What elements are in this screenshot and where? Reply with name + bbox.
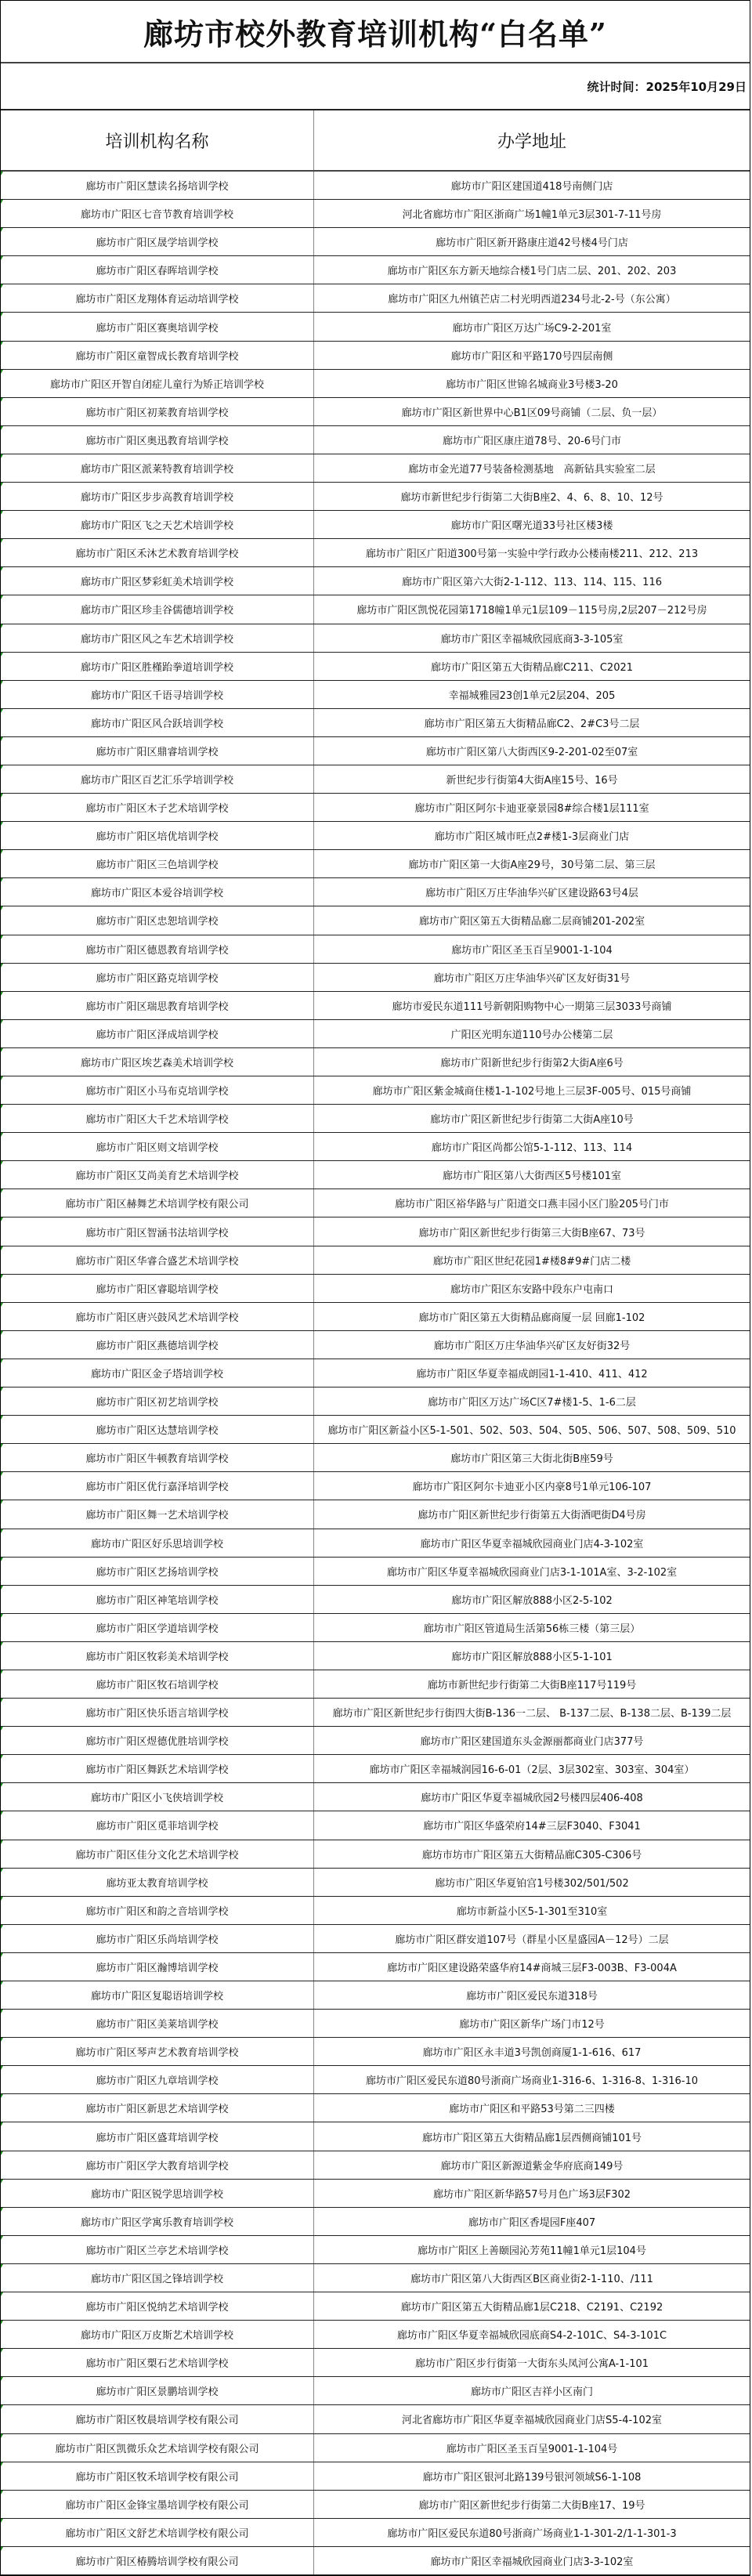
table-row — [1, 822, 750, 850]
table-row — [1, 653, 750, 681]
institution-name-cell[interactable]: 廊坊市广阳区本爱谷培训学校 — [1, 878, 314, 906]
institution-name-cell[interactable]: 廊坊市广阳区路克培训学校 — [1, 964, 314, 991]
address-cell[interactable]: 廊坊市广阳区凯悦花园第1718幢1单元1层109－115号房,2层207－212号房 — [356, 605, 707, 617]
address-cell[interactable]: 河北省廊坊市广阳区浙商广场1幢1单元3层301-7-11号房 — [402, 209, 662, 222]
address-cell[interactable]: 廊坊市广阳区第六大街2-1-112、113、114、115、116 — [402, 577, 662, 589]
institution-name-cell[interactable]: 廊坊市广阳区槊石艺术培训学校 — [1, 2349, 314, 2376]
institution-name-cell[interactable]: 廊坊市广阳区童智成长教育培训学校 — [1, 342, 314, 369]
table-row — [1, 1133, 750, 1161]
address-cell[interactable]: 河北省廊坊市广阳区华夏幸福城欣园商业门店S5-4-102室 — [402, 2415, 662, 2427]
table-row — [1, 1811, 750, 1840]
institution-name-cell[interactable]: 廊坊市广阳区木子艺术培训学校 — [1, 794, 314, 821]
address-cell[interactable]: 廊坊市广阳区曙光道33号社区楼3楼 — [450, 520, 613, 533]
table-row — [1, 2151, 750, 2180]
address-cell[interactable]: 廊坊市广阳区新世纪步行街第二大街A座10号 — [430, 1114, 634, 1127]
institution-name-cell[interactable]: 廊坊市广阳区景鹏培训学校 — [1, 2377, 314, 2404]
table-row — [1, 2462, 750, 2491]
institution-name-cell[interactable]: 廊坊市广阳区睿聪培训学校 — [1, 1275, 314, 1302]
address-cell[interactable]: 廊坊市广阳区第五大街精品廊C2、2#C3号二层 — [424, 718, 640, 730]
table-row — [1, 2122, 750, 2151]
table-row — [1, 737, 750, 765]
table-row — [1, 172, 750, 200]
institution-name-cell[interactable]: 廊坊市广阳区兰亭艺术培训学校 — [1, 2236, 314, 2263]
table-row — [1, 709, 750, 737]
table-row — [1, 1048, 750, 1076]
address-cell[interactable]: 廊坊市广阳区爱民东道80号浙商广场商业1-1-301-2/1-1-301-3 — [387, 2527, 677, 2540]
institution-name-cell[interactable]: 廊坊市广阳区赛奥培训学校 — [1, 313, 314, 340]
address-cell[interactable]: 廊坊市广阳区步行街第一大街东头凤河公寓A-1-101 — [414, 2358, 649, 2371]
address-cell[interactable]: 廊坊市广阳区东安路中段东户屯南口 — [450, 1283, 613, 1296]
institution-name-cell[interactable]: 廊坊市广阳区瀚博培训学校 — [1, 1953, 314, 1981]
column-header-address: 办学地址 — [497, 132, 566, 152]
address-cell[interactable]: 廊坊市广阳区香堤园F座407 — [468, 2216, 596, 2229]
institution-name-cell[interactable]: 廊坊市广阳区培优培训学校 — [1, 822, 314, 849]
table-row — [1, 1246, 750, 1275]
table-row — [1, 1953, 750, 1981]
institution-name-cell[interactable]: 廊坊市广阳区风之车艺术培训学校 — [1, 624, 314, 652]
address-cell[interactable]: 廊坊市广阳区新益小区5-1-501、502、503、504、505、506、507、508、509、510 — [327, 1425, 736, 1438]
address-cell[interactable]: 廊坊市广阳区永丰道3号凯创商厦1-1-616、617 — [422, 2047, 642, 2060]
column-header-name: 培训机构名称 — [1, 110, 314, 170]
table-row — [1, 1783, 750, 1811]
address-cell[interactable]: 廊坊市广阳区圣玉百呈9001-1-104号 — [446, 2443, 618, 2455]
institution-name-cell[interactable]: 廊坊市广阳区和韵之音培训学校 — [1, 1897, 314, 1924]
institution-name-cell[interactable]: 廊坊市广阳区埃艺森美术培训学校 — [1, 1048, 314, 1076]
address-cell[interactable]: 廊坊市广阳区九州镇芒店二村光明西道234号北-2-号（东公寓） — [388, 294, 676, 306]
institution-name-cell[interactable]: 廊坊市广阳区学寓乐教育培训学校 — [1, 2208, 314, 2235]
table-body — [1, 172, 750, 2575]
address-cell[interactable]: 廊坊市广阳区万达广场C区7#楼1-5、1-6二层 — [428, 1397, 636, 1409]
address-cell[interactable]: 廊坊市坊市广阳区第五大街精品廊C305-C306号 — [421, 1849, 642, 1861]
institution-name-cell[interactable]: 廊坊市广阳区椿腾培训学校有限公司 — [1, 2547, 314, 2574]
institution-name-cell[interactable]: 廊坊市广阳区飞之天艺术培训学校 — [1, 511, 314, 538]
address-cell[interactable]: 廊坊市广阳区世锦名城商业3号楼3-20 — [446, 378, 618, 391]
table-row — [1, 1869, 750, 1897]
institution-name-cell[interactable]: 廊坊市广阳区禾沐艺术教育培训学校 — [1, 539, 314, 566]
table-row — [1, 1387, 750, 1416]
address-cell[interactable]: 廊坊市金光道77号装备检测基地 高新钻具实验室二层 — [408, 463, 656, 476]
table-row — [1, 1105, 750, 1133]
table-row — [1, 2349, 750, 2377]
institution-name-cell[interactable]: 廊坊市广阳区舞跃艺术培训学校 — [1, 1755, 314, 1782]
address-cell[interactable]: 廊坊市广阳区第五大街精品廊二层商铺201-202室 — [418, 916, 645, 928]
table-row — [1, 1755, 750, 1783]
address-cell[interactable]: 廊坊市广阳区紫金城商住楼1-1-102号地上三层3F-005号、015号商铺 — [372, 1086, 692, 1098]
table-row — [1, 511, 750, 539]
institution-name-cell[interactable]: 廊坊市广阳区牧石培训学校 — [1, 1670, 314, 1698]
table-row — [1, 1189, 750, 1217]
table-row — [1, 794, 750, 822]
table-row — [1, 850, 750, 878]
address-cell[interactable]: 廊坊市广阳区新世界中心B1区09号商铺（二层、负一层） — [401, 407, 663, 419]
table-row — [1, 454, 750, 483]
institution-name-cell[interactable]: 廊坊市广阳区梦彩虹美术培训学校 — [1, 567, 314, 595]
institution-name-cell[interactable]: 廊坊市广阳区国之锋培训学校 — [1, 2264, 314, 2292]
address-cell[interactable]: 廊坊市广阳区幸福城润园16-6-01（2层、3层302室、303室、304室） — [369, 1764, 695, 1777]
table-row — [1, 681, 750, 709]
table-row — [1, 1897, 750, 1925]
address-cell[interactable]: 廊坊市广阳区华夏幸福城欣园2号楼四层406-408 — [421, 1793, 643, 1805]
address-cell[interactable]: 廊坊市广阳区裕华路与广阳道交口燕丰园小区门脸205号门市 — [395, 1199, 669, 1211]
institution-name-cell[interactable]: 廊坊市广阳区泽成培训学校 — [1, 1020, 314, 1047]
address-cell[interactable]: 廊坊市新益小区5-1-301至310室 — [456, 1905, 608, 1918]
address-cell[interactable]: 廊坊市广阳区幸福城欣园底商3-3-105室 — [440, 633, 624, 646]
table-row — [1, 1275, 750, 1303]
table-row — [1, 2038, 750, 2066]
institution-name-cell[interactable]: 廊坊市广阳区佳分文化艺术培训学校 — [1, 1840, 314, 1868]
institution-name-cell[interactable]: 廊坊市广阳区乐尚培训学校 — [1, 1925, 314, 1952]
address-cell[interactable]: 廊坊市广阳区第八大街西区B区商业街2-1-110、/111 — [410, 2273, 653, 2285]
table-row — [1, 1558, 750, 1586]
address-cell[interactable]: 廊坊市广阳区万达广场C9-2-201室 — [452, 322, 612, 335]
institution-name-cell[interactable]: 廊坊市广阳区忠恕培训学校 — [1, 906, 314, 934]
table-row — [1, 1642, 750, 1670]
institution-name-cell[interactable]: 廊坊市广阳区快乐语言培训学校 — [1, 1699, 314, 1726]
page-title: 廊坊市校外教育培训机构“白名单” — [1, 1, 750, 63]
address-cell[interactable]: 廊坊市广阳新世纪步行街第2大街A座6号 — [440, 1057, 624, 1069]
institution-name-cell[interactable]: 廊坊市广阳区则文培训学校 — [1, 1133, 314, 1160]
table-row — [1, 1670, 750, 1699]
address-cell[interactable]: 廊坊市广阳区新源道紫金华府底商149号 — [440, 2160, 624, 2173]
address-cell[interactable]: 廊坊市广阳区建国道418号南侧门店 — [450, 181, 613, 194]
table-row — [1, 1840, 750, 1869]
institution-name-cell[interactable]: 廊坊市广阳区慧读名扬培训学校 — [1, 172, 314, 199]
address-cell[interactable]: 廊坊市广阳区解放888小区5-1-101 — [451, 1651, 613, 1663]
table-row — [1, 1981, 750, 2010]
address-cell[interactable]: 廊坊市广阳区新华广场门市12号 — [459, 2019, 605, 2031]
address-cell[interactable]: 廊坊市爱民东道111号新朝阳购物中心一期第三层3033号商铺 — [392, 1000, 672, 1013]
address-cell[interactable]: 廊坊市广阳区建国道东头金源丽都商业门店377号 — [420, 1736, 644, 1749]
table-row — [1, 2547, 750, 2575]
table-row — [1, 1359, 750, 1387]
stats-time: 统计时间：2025年10月29日 — [1, 63, 750, 110]
table-row — [1, 1500, 750, 1529]
table-row — [1, 1217, 750, 1246]
address-cell[interactable]: 廊坊市广阳区华夏铂宫1号楼302/501/502 — [435, 1877, 629, 1890]
institution-name-cell[interactable]: 廊坊市广阳区德恩教育培训学校 — [1, 935, 314, 963]
table-row — [1, 256, 750, 284]
table-row — [1, 2264, 750, 2292]
institution-name-cell[interactable]: 廊坊市广阳区优行嘉泽培训学校 — [1, 1472, 314, 1500]
institution-name-cell[interactable]: 廊坊市广阳区美莱培训学校 — [1, 2010, 314, 2037]
institution-name-cell[interactable]: 廊坊市广阳区百艺汇乐学培训学校 — [1, 765, 314, 793]
institution-name-cell[interactable]: 廊坊市广阳区千语寻培训学校 — [1, 681, 314, 708]
address-cell[interactable]: 廊坊市广阳区华夏幸福城欣园商业门店3-1-101A室、3-2-102室 — [386, 1566, 678, 1579]
table-row — [1, 567, 750, 595]
table-row — [1, 2292, 750, 2321]
table-row — [1, 2491, 750, 2519]
institution-name-cell[interactable]: 廊坊市广阳区派莱特教育培训学校 — [1, 454, 314, 482]
table-row — [1, 2434, 750, 2462]
table-row — [1, 2208, 750, 2236]
address-cell[interactable]: 廊坊市广阳区新世纪步行街第五大街酒吧街D4号房 — [418, 1510, 646, 1522]
table-row — [1, 200, 750, 228]
institution-name-cell[interactable]: 廊坊市广阳区悦纳艺术培训学校 — [1, 2292, 314, 2320]
address-cell[interactable]: 廊坊市广阳区阿尔卡迪亚豪景园8#综合楼1层111室 — [414, 803, 649, 816]
address-cell[interactable]: 廊坊市广阳区广阳道300号第一实验中学行政办公楼南楼211、212、213 — [365, 548, 699, 561]
table-row — [1, 1586, 750, 1614]
institution-name-cell[interactable]: 廊坊市广阳区小马布克培训学校 — [1, 1076, 314, 1104]
institution-name-cell[interactable]: 廊坊市广阳区盛茸培训学校 — [1, 2122, 314, 2150]
table-row — [1, 1020, 750, 1048]
address-cell[interactable]: 廊坊市广阳区华夏幸福成朗园1-1-410、411、412 — [416, 1368, 648, 1380]
table-row — [1, 1303, 750, 1331]
table-row — [1, 2180, 750, 2208]
table-row — [1, 1161, 750, 1189]
address-cell[interactable]: 廊坊市广阳区上善颐园沁芳苑11幢1单元1层104号 — [418, 2245, 646, 2257]
address-cell[interactable]: 廊坊市广阳区新世纪步行街第二大街B座17、19号 — [418, 2499, 645, 2512]
address-cell[interactable]: 廊坊市广阳区幸福城欣园商业门店3-3-102室 — [430, 2556, 634, 2568]
table-row — [1, 878, 750, 906]
address-cell[interactable]: 廊坊市广阳区万庄华油华兴矿区友好街31号 — [433, 972, 631, 985]
address-cell[interactable]: 廊坊市新世纪步行街第二大街B座2、4、6、8、10、12号 — [400, 492, 663, 505]
institution-name-cell[interactable]: 廊坊市广阳区舞一艺术培训学校 — [1, 1500, 314, 1528]
institution-name-cell[interactable]: 廊坊市广阳区晟学培训学校 — [1, 228, 314, 255]
table-row — [1, 2405, 750, 2433]
address-cell[interactable]: 广阳区光明东道110号办公楼第二层 — [450, 1029, 613, 1041]
address-cell[interactable]: 廊坊市广阳区第八大街西区5号楼101室 — [442, 1170, 622, 1183]
address-cell[interactable]: 幸福城雅园23创1单元2层204、205 — [448, 689, 616, 702]
table-row — [1, 1699, 750, 1727]
institution-name-cell[interactable]: 廊坊市广阳区复聪语培训学校 — [1, 1981, 314, 2009]
institution-name-cell[interactable]: 廊坊市广阳区龙翔体育运动培训学校 — [1, 284, 314, 312]
institution-name-cell[interactable]: 廊坊市广阳区智涵书法培训学校 — [1, 1217, 314, 1245]
table-row — [1, 370, 750, 398]
institution-name-cell[interactable]: 廊坊市广阳区锐学思培训学校 — [1, 2180, 314, 2207]
address-cell[interactable]: 廊坊市广阳区尚都公馆5-1-112、113、114 — [431, 1142, 633, 1155]
address-cell[interactable]: 廊坊市广阳区新华路57号月色广场3层F302 — [432, 2188, 631, 2201]
table-row — [1, 1444, 750, 1472]
institution-name-cell[interactable]: 廊坊市广阳区凯微乐众艺术培训学校有限公司 — [1, 2434, 314, 2462]
address-cell[interactable]: 廊坊市广阳区新开路康庄道42号楼4号门店 — [436, 237, 628, 250]
table-row — [1, 2094, 750, 2122]
institution-name-cell[interactable]: 廊坊市广阳区好乐思培训学校 — [1, 1529, 314, 1557]
table-row — [1, 964, 750, 992]
institution-name-cell[interactable]: 廊坊市广阳区琴声艺术教育培训学校 — [1, 2038, 314, 2065]
address-cell[interactable]: 廊坊市广阳区华夏幸福城欣园商业门店4-3-102室 — [420, 1538, 644, 1550]
institution-name-cell[interactable]: 廊坊市广阳区燕德培训学校 — [1, 1331, 314, 1359]
address-cell[interactable]: 廊坊市广阳区建设路荣盛华府14#商城三层F3-003B、F3-004A — [387, 1962, 677, 1974]
table-row — [1, 1076, 750, 1105]
institution-name-cell[interactable]: 廊坊市广阳区初莱教育培训学校 — [1, 398, 314, 425]
institution-name-cell[interactable]: 廊坊市广阳区三色培训学校 — [1, 850, 314, 877]
table-row — [1, 2321, 750, 2349]
address-cell[interactable]: 廊坊市广阳区第五大街精品廊1层C218、C2191、C2192 — [400, 2302, 663, 2314]
table-row — [1, 284, 750, 313]
table-row — [1, 426, 750, 454]
institution-name-cell[interactable]: 廊坊市广阳区艾尚美育艺术培训学校 — [1, 1161, 314, 1189]
address-cell[interactable]: 廊坊市广阳区第八大街西区9-2-201-02至07室 — [425, 746, 638, 758]
address-cell[interactable]: 廊坊市广阳区东方新天地综合楼1号门店二层、201、202、203 — [387, 266, 677, 278]
address-cell[interactable]: 廊坊市广阳区第五大街精品廊商厦一层 回廊1-102 — [418, 1312, 645, 1324]
institution-name-cell[interactable]: 廊坊市广阳区牧禾培训学校有限公司 — [1, 2462, 314, 2490]
table-row — [1, 2236, 750, 2264]
address-cell[interactable]: 廊坊市广阳区第五大街精品廊1层西侧商铺101号 — [421, 2132, 642, 2144]
table-row — [1, 1472, 750, 1500]
institution-name-cell[interactable]: 廊坊市广阳区煜德优胜培训学校 — [1, 1727, 314, 1754]
table-row — [1, 342, 750, 370]
institution-name-cell[interactable]: 廊坊市广阳区觅菲培训学校 — [1, 1811, 314, 1839]
institution-name-cell[interactable]: 廊坊市广阳区春晖培训学校 — [1, 256, 314, 284]
institution-name-cell[interactable]: 廊坊市广阳区风合跃培训学校 — [1, 709, 314, 736]
institution-name-cell[interactable]: 廊坊市广阳区文舒艺术培训学校有限公司 — [1, 2519, 314, 2546]
address-cell[interactable]: 廊坊市广阳区和平路53号第二三四楼 — [449, 2104, 615, 2116]
address-cell[interactable]: 廊坊市广阳区圣玉百呈9001-1-104 — [451, 944, 613, 957]
table-row — [1, 1331, 750, 1359]
table-row — [1, 935, 750, 964]
table-row — [1, 398, 750, 426]
institution-name-cell[interactable]: 廊坊市广阳区神笔培训学校 — [1, 1586, 314, 1613]
address-cell[interactable]: 廊坊市广阳区阿尔卡迪亚小区内豪8号1单元106-107 — [412, 1482, 652, 1494]
institution-name-cell[interactable]: 廊坊市广阳区唐兴鼓风艺术培训学校 — [1, 1303, 314, 1330]
address-cell[interactable]: 廊坊市广阳区第五大街精品廊C211、C2021 — [430, 661, 634, 674]
address-cell[interactable]: 廊坊市广阳区新世纪步行街第三大街B座67、73号 — [418, 1227, 645, 1239]
institution-name-cell[interactable]: 廊坊市广阳区奥迅教育培训学校 — [1, 426, 314, 454]
address-cell[interactable]: 新世纪步行街第4大街A座15号、16号 — [446, 775, 618, 787]
address-cell[interactable]: 廊坊市广阳区管道局生活第56栋三楼（第三层） — [423, 1623, 641, 1635]
institution-name-cell[interactable]: 廊坊市广阳区金子塔培训学校 — [1, 1359, 314, 1387]
table-row — [1, 1614, 750, 1642]
institution-name-cell[interactable]: 廊坊市广阳区七音节教育培训学校 — [1, 200, 314, 227]
address-cell[interactable]: 廊坊市广阳区世纪花园1#楼8#9#门店二楼 — [432, 1255, 631, 1268]
table-row — [1, 2010, 750, 2038]
institution-name-cell[interactable]: 廊坊市广阳区胜槿跆拳道培训学校 — [1, 653, 314, 680]
address-cell[interactable]: 廊坊市广阳区爱民东道80号浙商广场商业1-316-6、1-316-8、1-316-10 — [365, 2075, 699, 2088]
institution-name-cell[interactable]: 廊坊市广阳区华睿合盛艺术培训学校 — [1, 1246, 314, 1274]
institution-name-cell[interactable]: 廊坊市广阳区步步高教育培训学校 — [1, 483, 314, 510]
table-row — [1, 483, 750, 511]
institution-name-cell[interactable]: 廊坊市广阳区初艺培训学校 — [1, 1387, 314, 1415]
address-cell[interactable]: 廊坊市广阳区万庄华油华兴矿区友好街32号 — [433, 1340, 631, 1352]
address-cell[interactable]: 廊坊市广阳区康庄道78号、20-6号门市 — [442, 435, 622, 447]
table-row — [1, 595, 750, 624]
institution-name-cell[interactable]: 廊坊市广阳区新思艺术培训学校 — [1, 2094, 314, 2122]
table-row — [1, 2066, 750, 2094]
address-cell[interactable]: 廊坊市广阳区解放888小区2-5-102 — [451, 1594, 613, 1607]
institution-name-cell[interactable]: 廊坊亚太教育培训学校 — [1, 1869, 314, 1896]
institution-name-cell[interactable]: 廊坊市广阳区艺扬培训学校 — [1, 1558, 314, 1585]
address-cell[interactable]: 廊坊市广阳区万庄华油华兴矿区建设路63号4层 — [425, 888, 638, 900]
institution-name-cell[interactable]: 廊坊市广阳区学道培训学校 — [1, 1614, 314, 1641]
address-cell[interactable]: 廊坊市广阳区第三大街北街B座59号 — [450, 1453, 613, 1466]
institution-name-cell[interactable]: 廊坊市广阳区牧彩美术培训学校 — [1, 1642, 314, 1670]
institution-name-cell[interactable]: 廊坊市广阳区鼎睿培训学校 — [1, 737, 314, 765]
table-row — [1, 2377, 750, 2405]
table-row — [1, 2519, 750, 2547]
table-row — [1, 624, 750, 653]
institution-name-cell[interactable]: 廊坊市广阳区九章培训学校 — [1, 2066, 314, 2093]
table-row — [1, 1727, 750, 1755]
table-row — [1, 228, 750, 256]
address-cell[interactable]: 廊坊市广阳区华夏幸福城欣园底商S4-2-101C、S4-3-101C — [396, 2330, 667, 2343]
address-cell[interactable]: 廊坊市广阳区新世纪步行街四大街B-136一二层、 B-137二层、B-138二层、B-139二层 — [332, 1708, 732, 1720]
table-row — [1, 765, 750, 794]
institution-name-cell[interactable]: 廊坊市广阳区大千艺术培训学校 — [1, 1105, 314, 1132]
address-cell[interactable]: 廊坊市广阳区第一大街A座29号，30号第二层、第三层 — [408, 859, 656, 872]
institution-name-cell[interactable]: 廊坊市广阳区达慧培训学校 — [1, 1416, 314, 1443]
address-cell[interactable]: 廊坊市广阳区群安道107号（群星小区星盛园A－12号）二层 — [395, 1934, 669, 1946]
institution-name-cell[interactable]: 廊坊市广阳区开智自闭症儿童行为矫正培训学校 — [1, 370, 314, 397]
table-header-row — [1, 110, 750, 172]
institution-name-cell[interactable]: 廊坊市广阳区赫舞艺术培训学校有限公司 — [1, 1189, 314, 1217]
address-cell[interactable]: 廊坊市广阳区爱民东道318号 — [466, 1991, 598, 2003]
address-cell[interactable]: 廊坊市广阳区和平路170号四层南侧 — [450, 350, 613, 363]
address-cell[interactable]: 廊坊市广阳区银河北路139号银河领域S6-1-108 — [422, 2471, 642, 2484]
institution-name-cell[interactable]: 廊坊市广阳区珍圭谷儒德培训学校 — [1, 595, 314, 623]
institution-name-cell[interactable]: 廊坊市广阳区瑞思教育培训学校 — [1, 992, 314, 1019]
table-row — [1, 1529, 750, 1558]
address-cell[interactable]: 廊坊市广阳区吉祥小区南门 — [470, 2386, 593, 2399]
table-row — [1, 1925, 750, 1953]
table-row — [1, 1416, 750, 1444]
table-row — [1, 313, 750, 341]
address-cell[interactable]: 廊坊市广阳区华盛荣府14#三层F3040、F3041 — [423, 1821, 641, 1833]
institution-name-cell[interactable]: 廊坊市广阳区万皮斯艺术培训学校 — [1, 2321, 314, 2348]
institution-name-cell[interactable]: 廊坊市广阳区学大教育培训学校 — [1, 2151, 314, 2179]
address-cell[interactable]: 廊坊市新世纪步行街第二大街B座117号119号 — [427, 1680, 637, 1692]
table-row — [1, 539, 750, 567]
institution-name-cell[interactable]: 廊坊市广阳区小飞侠培训学校 — [1, 1783, 314, 1811]
table-row — [1, 906, 750, 935]
institution-name-cell[interactable]: 廊坊市广阳区金锋宝墨培训学校有限公司 — [1, 2491, 314, 2518]
institution-name-cell[interactable]: 廊坊市广阳区牧晨培训学校有限公司 — [1, 2405, 314, 2433]
table-row — [1, 992, 750, 1020]
institution-name-cell[interactable]: 廊坊市广阳区牛顿教育培训学校 — [1, 1444, 314, 1471]
address-cell[interactable]: 廊坊市广阳区城市旺点2#楼1-3层商业门店 — [434, 831, 630, 844]
